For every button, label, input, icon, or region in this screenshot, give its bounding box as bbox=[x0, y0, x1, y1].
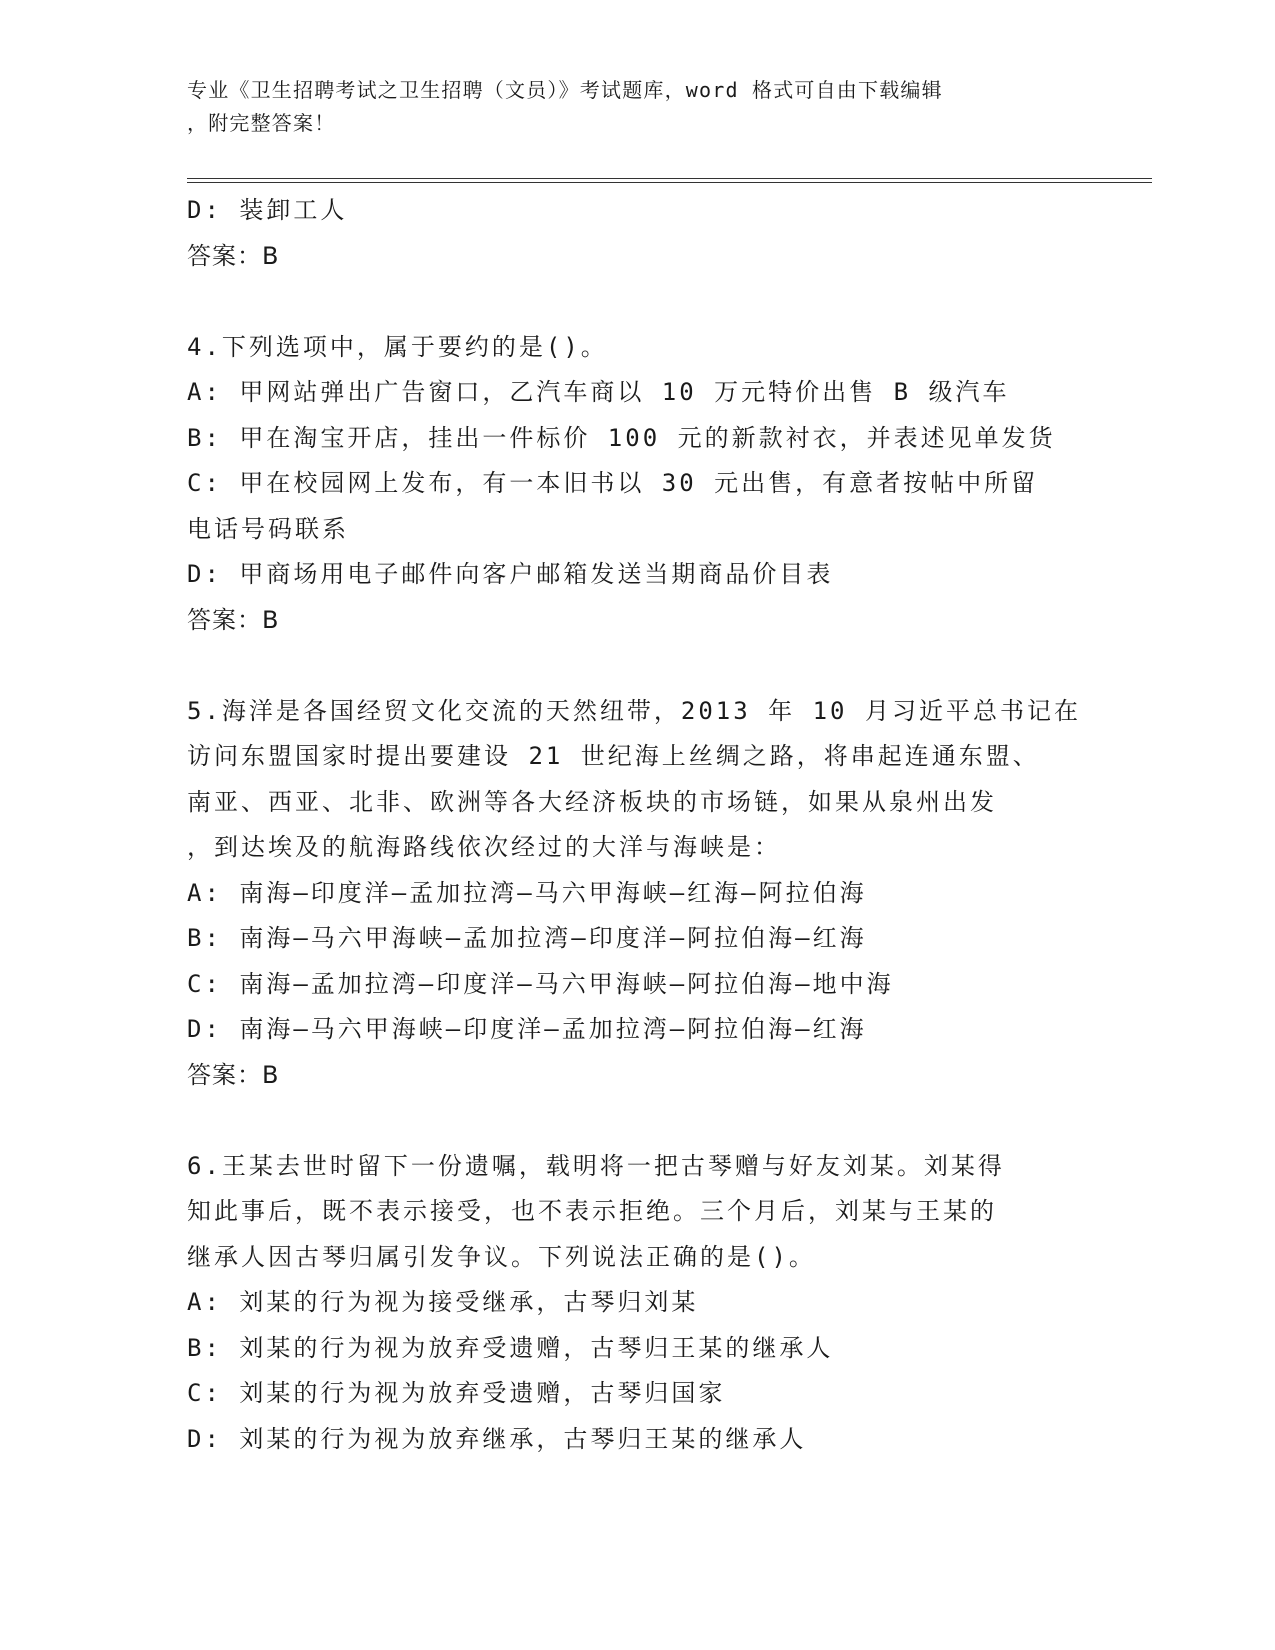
question-stem: 6.王某去世时留下一份遗嘱，载明将一把古琴赠与好友刘某。刘某得 bbox=[187, 1151, 1005, 1180]
page-header bbox=[187, 74, 1067, 140]
question-stem-continued: 继承人因古琴归属引发争议。下列说法正确的是()。 bbox=[187, 1242, 816, 1271]
question-5 bbox=[187, 689, 1087, 1099]
header-title-line1: 专业《卫生招聘考试之卫生招聘（文员）》考试题库，word 格式可自由下载编辑 bbox=[187, 78, 943, 102]
option-c-continued: 电话号码联系 bbox=[187, 514, 349, 543]
question-6 bbox=[187, 1144, 1087, 1463]
option-c: C: 南海—孟加拉湾—印度洋—马六甲海峡—阿拉伯海—地中海 bbox=[187, 969, 894, 998]
option-d: D: 甲商场用电子邮件向客户邮箱发送当期商品价目表 bbox=[187, 560, 834, 588]
question-stem: 5.海洋是各国经贸文化交流的天然纽带，2013 年 10 月习近平总书记在 bbox=[187, 696, 1081, 725]
question-stem-continued: 访问东盟国家时提出要建设 21 世纪海上丝绸之路，将串起连通东盟、 bbox=[187, 742, 1040, 770]
question-stem-continued: 南亚、西亚、北非、欧洲等各大经济板块的市场链，如果从泉州出发 bbox=[187, 787, 997, 816]
header-title-line2: ，附完整答案！ bbox=[187, 111, 336, 135]
option-b: B: 南海—马六甲海峡—孟加拉湾—印度洋—阿拉伯海—红海 bbox=[187, 924, 867, 952]
question-stem-continued: ，到达埃及的航海路线依次经过的大洋与海峡是： bbox=[187, 833, 781, 861]
question-3-tail bbox=[187, 188, 1087, 279]
question-stem-continued: 知此事后，既不表示接受，也不表示拒绝。三个月后，刘某与王某的 bbox=[187, 1197, 997, 1225]
option-c: C: 甲在校园网上发布，有一本旧书以 30 元出售，有意者按帖中所留 bbox=[187, 469, 1039, 497]
spacer bbox=[187, 643, 1087, 689]
question-list bbox=[187, 188, 1087, 1462]
answer-line: 答案：B bbox=[187, 605, 280, 634]
answer-line: 答案：B bbox=[187, 1060, 280, 1089]
option-a: A: 南海—印度洋—孟加拉湾—马六甲海峡—红海—阿拉伯海 bbox=[187, 878, 867, 907]
option-a: A: 甲网站弹出广告窗口，乙汽车商以 10 万元特价出售 B 级汽车 bbox=[187, 378, 1010, 406]
question-4 bbox=[187, 325, 1087, 644]
option-b: B: 甲在淘宝开店，挂出一件标价 100 元的新款衬衣，并表述见单发货 bbox=[187, 423, 1056, 452]
option-b: B: 刘某的行为视为放弃受遗赠，古琴归王某的继承人 bbox=[187, 1333, 834, 1362]
option-d: D: 南海—马六甲海峡—印度洋—孟加拉湾—阿拉伯海—红海 bbox=[187, 1015, 867, 1043]
answer-line: 答案：B bbox=[187, 241, 280, 270]
spacer bbox=[187, 279, 1087, 325]
spacer bbox=[187, 1098, 1087, 1144]
option-d: D: 装卸工人 bbox=[187, 196, 348, 224]
header-divider bbox=[187, 178, 1152, 183]
option-a: A: 刘某的行为视为接受继承，古琴归刘某 bbox=[187, 1288, 699, 1316]
question-stem: 4.下列选项中，属于要约的是()。 bbox=[187, 332, 608, 361]
option-d: D: 刘某的行为视为放弃继承，古琴归王某的继承人 bbox=[187, 1424, 807, 1453]
option-c: C: 刘某的行为视为放弃受遗赠，古琴归国家 bbox=[187, 1379, 726, 1407]
